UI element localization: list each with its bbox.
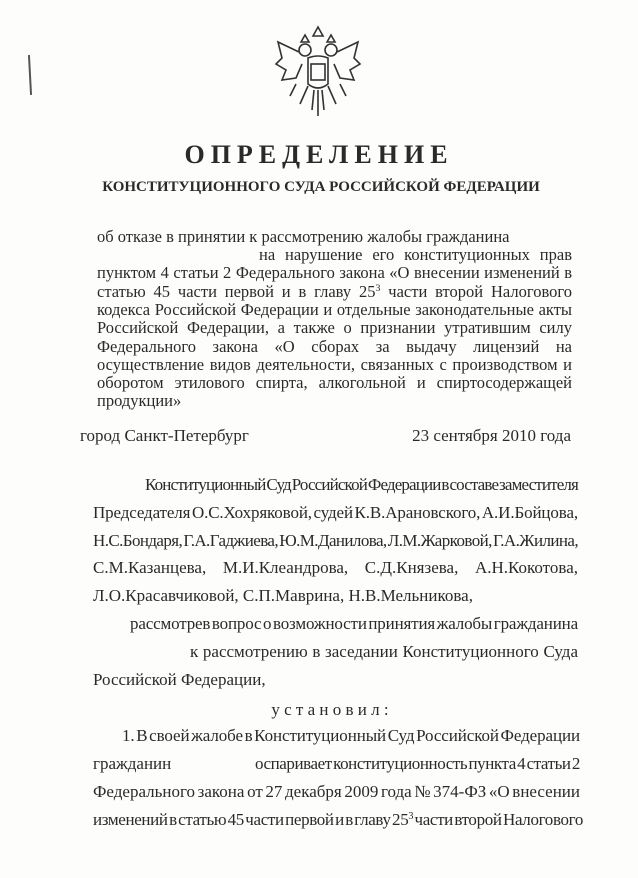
superscript: 3 [408, 810, 414, 822]
paragraph-line: Федерального закона от 27 декабря 2009 года № 374-ФЗ «О внесении [93, 782, 580, 801]
subject-line [97, 284, 572, 301]
composition-line: С.М.Казанцева, М.И.Клеандрова, С.Д.Князева, А.Н.Кокотова, [93, 558, 578, 577]
subject-line: на нарушение его конституционных прав [259, 245, 572, 264]
established-heading: у с т а н о в и л : [271, 700, 389, 719]
subject-line: пунктом 4 статьи 2 Федерального закона «О внесении изменений в [97, 263, 572, 282]
composition-line: Российской Федерации, [93, 670, 266, 689]
subject-line: продукции» [97, 391, 182, 410]
text-segment: части второй Налогового [413, 810, 584, 829]
superscript: 3 [375, 283, 381, 295]
composition-line: Конституционный Суд Российской Федерации в составе заместителя [145, 475, 578, 494]
text-segment: изменений в статью 45 части первой и в главу 25 [93, 810, 409, 829]
paragraph-line [93, 811, 583, 828]
date: 23 сентября 2010 года [412, 426, 571, 445]
subject-line: осуществление видов деятельности, связанных с производством и [97, 355, 572, 374]
subject-line: Федерального закона «О сборах за выдачу лицензий на [97, 337, 572, 356]
subject-line: кодекса Российской Федерации и отдельные законодательные акты [97, 300, 572, 319]
paragraph-line: 1. В своей жалобе в Конституционный Суд Российской Федерации [122, 726, 580, 745]
place: город Санкт-Петербург [80, 426, 249, 445]
pen-mark [28, 55, 32, 95]
composition-line: рассмотрев вопрос о возможности принятия жалобы гражданина [130, 614, 578, 633]
text-segment: статью 45 части первой и в главу 25 [97, 282, 376, 301]
composition-line: Л.О.Красавчиковой, С.П.Маврина, Н.В.Мельникова, [93, 586, 473, 605]
text-segment: части второй Налогового [380, 282, 572, 301]
subject-line: Российской Федерации, а также о признании утратившим силу [97, 318, 572, 337]
subject-line: оборотом этилового спирта, алкогольной и спиртосодержащей [97, 373, 572, 392]
composition-line: к рассмотрению в заседании Конституционного Суда [190, 642, 578, 661]
document-subtitle: КОНСТИТУЦИОННОГО СУДА РОССИЙСКОЙ ФЕДЕРАЦИИ [102, 179, 540, 195]
composition-line: Н.С.Бондаря, Г.А.Гаджиева, Ю.М.Данилова, Л.М.Жарковой, Г.А.Жилина, [93, 531, 578, 550]
composition-line: Председателя О.С.Хохряковой, судей К.В.Арановского, А.И.Бойцова, [93, 503, 578, 522]
document-title: ОПРЕДЕЛЕНИЕ [184, 140, 454, 169]
subject-line: об отказе в принятии к рассмотрению жалобы гражданина [97, 227, 510, 246]
paragraph-line: гражданин [93, 754, 172, 773]
coat-of-arms-emblem [268, 24, 368, 124]
paragraph-line: оспаривает конституционность пункта 4 статьи 2 [255, 754, 580, 773]
